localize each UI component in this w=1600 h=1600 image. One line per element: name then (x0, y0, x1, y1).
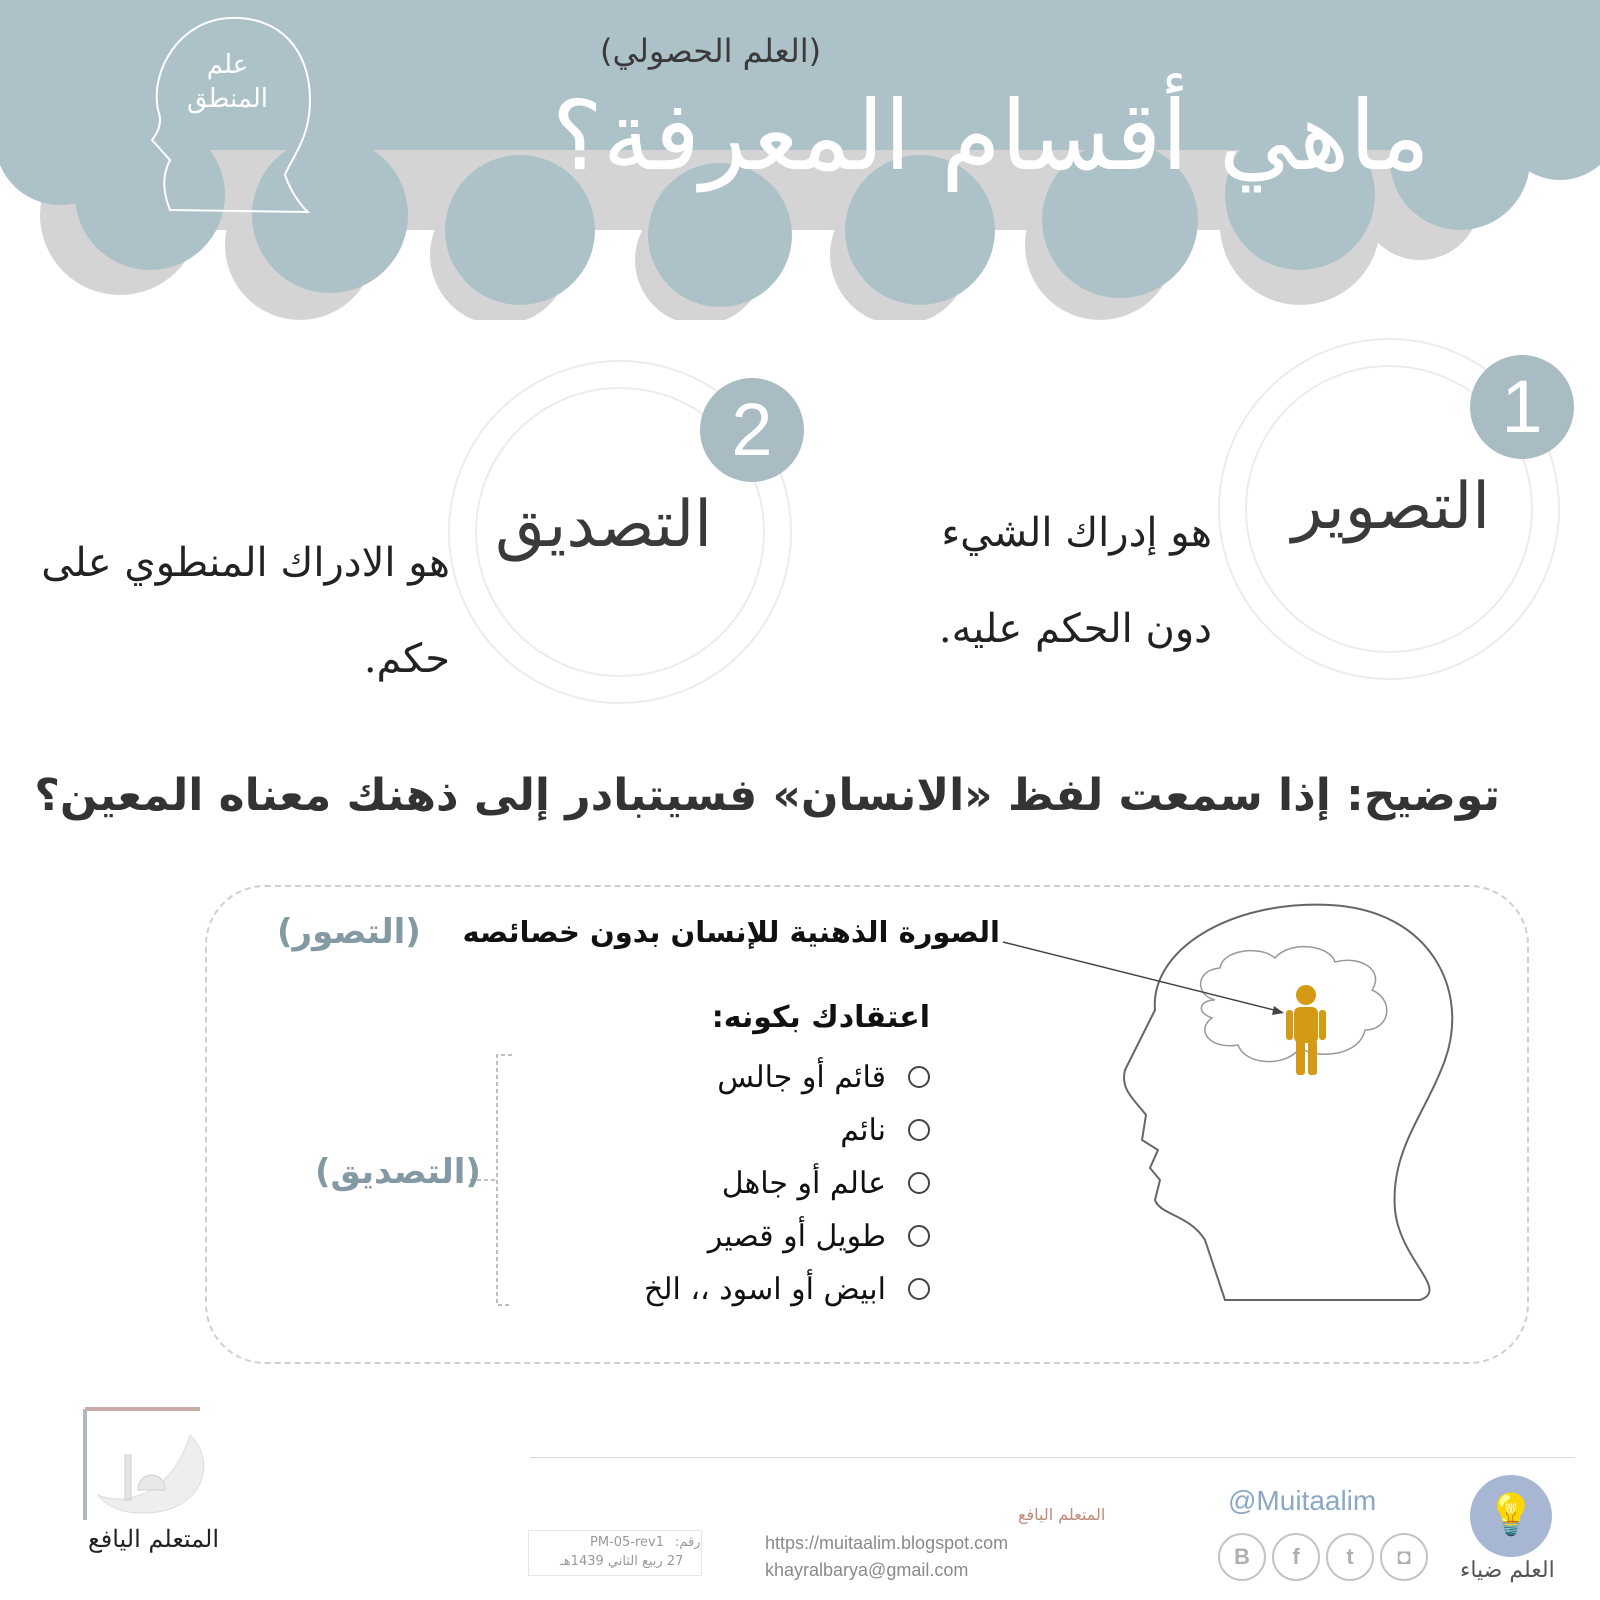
lightbulb-icon: 💡 (1470, 1475, 1552, 1557)
logo-line-2: المنطق (186, 84, 269, 114)
section-1-number: 1 (1470, 355, 1574, 459)
explanation-heading: توضيح: إذا سمعت لفظ «الانسان» فسيتبادر إلى ذهنك معناه المعين؟ (34, 770, 1500, 821)
belief-item-text: طويل أو قصير (707, 1218, 886, 1254)
bullet-circle-icon (908, 1172, 930, 1194)
facebook-icon[interactable]: f (1272, 1533, 1320, 1581)
belief-item (708, 1209, 930, 1263)
doc-date: 27 ربيع الثاني 1439هـ (560, 1554, 684, 1569)
email-link[interactable]: khayralbarya@gmail.com (765, 1560, 969, 1580)
footer-divider (530, 1457, 1575, 1458)
blog-link[interactable]: https://muitaalim.blogspot.com (765, 1533, 1009, 1553)
section-2-label: التصديق (495, 488, 712, 562)
page-title: ماهي أقسام المعرفة؟ (551, 80, 1430, 192)
section-1-label: التصوير (1291, 470, 1490, 544)
footer-mini-brand: المتعلم اليافع (1018, 1505, 1106, 1524)
section-2-number: 2 (700, 378, 804, 482)
instagram-icon[interactable]: ◘ (1380, 1533, 1428, 1581)
bullet-circle-icon (908, 1119, 930, 1141)
footer-brand: المتعلم اليافع (88, 1525, 220, 1553)
belief-item (722, 1156, 930, 1210)
social-handle[interactable]: @Muitaalim (1228, 1485, 1377, 1516)
tasdiq-tag: (التصديق) (315, 1152, 481, 1192)
belief-heading: اعتقادك بكونه: (711, 1000, 930, 1035)
section-2-desc-line-2: حكم. (363, 636, 450, 682)
belief-item (717, 1050, 930, 1104)
belief-bracket (497, 1055, 512, 1305)
bullet-circle-icon (908, 1225, 930, 1247)
header-subtitle: (العلم الحصولي) (600, 32, 822, 70)
bulb-caption: العلم ضياء (1460, 1558, 1555, 1583)
mosque-logo-icon (80, 1405, 220, 1525)
belief-item-text: نائم (840, 1112, 886, 1148)
thought-cloud-icon (1201, 947, 1387, 1062)
tasawwur-tag: (التصور) (277, 912, 421, 952)
doc-id-value: PM-05-rev1 (590, 1535, 665, 1550)
mental-image-label: الصورة الذهنية للإنسان بدون خصائصه (462, 915, 1000, 949)
belief-item-text: قائم أو جالس (717, 1059, 886, 1095)
section-1-desc-line-1: هو إدراك الشيء (941, 510, 1212, 556)
section-2-desc-line-1: هو الادراك المنطوي على (41, 540, 450, 586)
belief-item-text: ابيض أو اسود ،، الخ (644, 1271, 886, 1307)
section-1-desc-line-2: دون الحكم عليه. (938, 606, 1212, 652)
logo-line-1: علم (206, 50, 249, 80)
bullet-circle-icon (908, 1066, 930, 1088)
belief-item-text: عالم أو جاهل (721, 1165, 886, 1201)
belief-item (840, 1103, 930, 1157)
bullet-circle-icon (908, 1278, 930, 1300)
belief-item (644, 1262, 930, 1316)
twitter-icon[interactable]: t (1326, 1533, 1374, 1581)
blogger-icon[interactable]: B (1218, 1533, 1266, 1581)
doc-id-label: رقم: (675, 1535, 701, 1550)
